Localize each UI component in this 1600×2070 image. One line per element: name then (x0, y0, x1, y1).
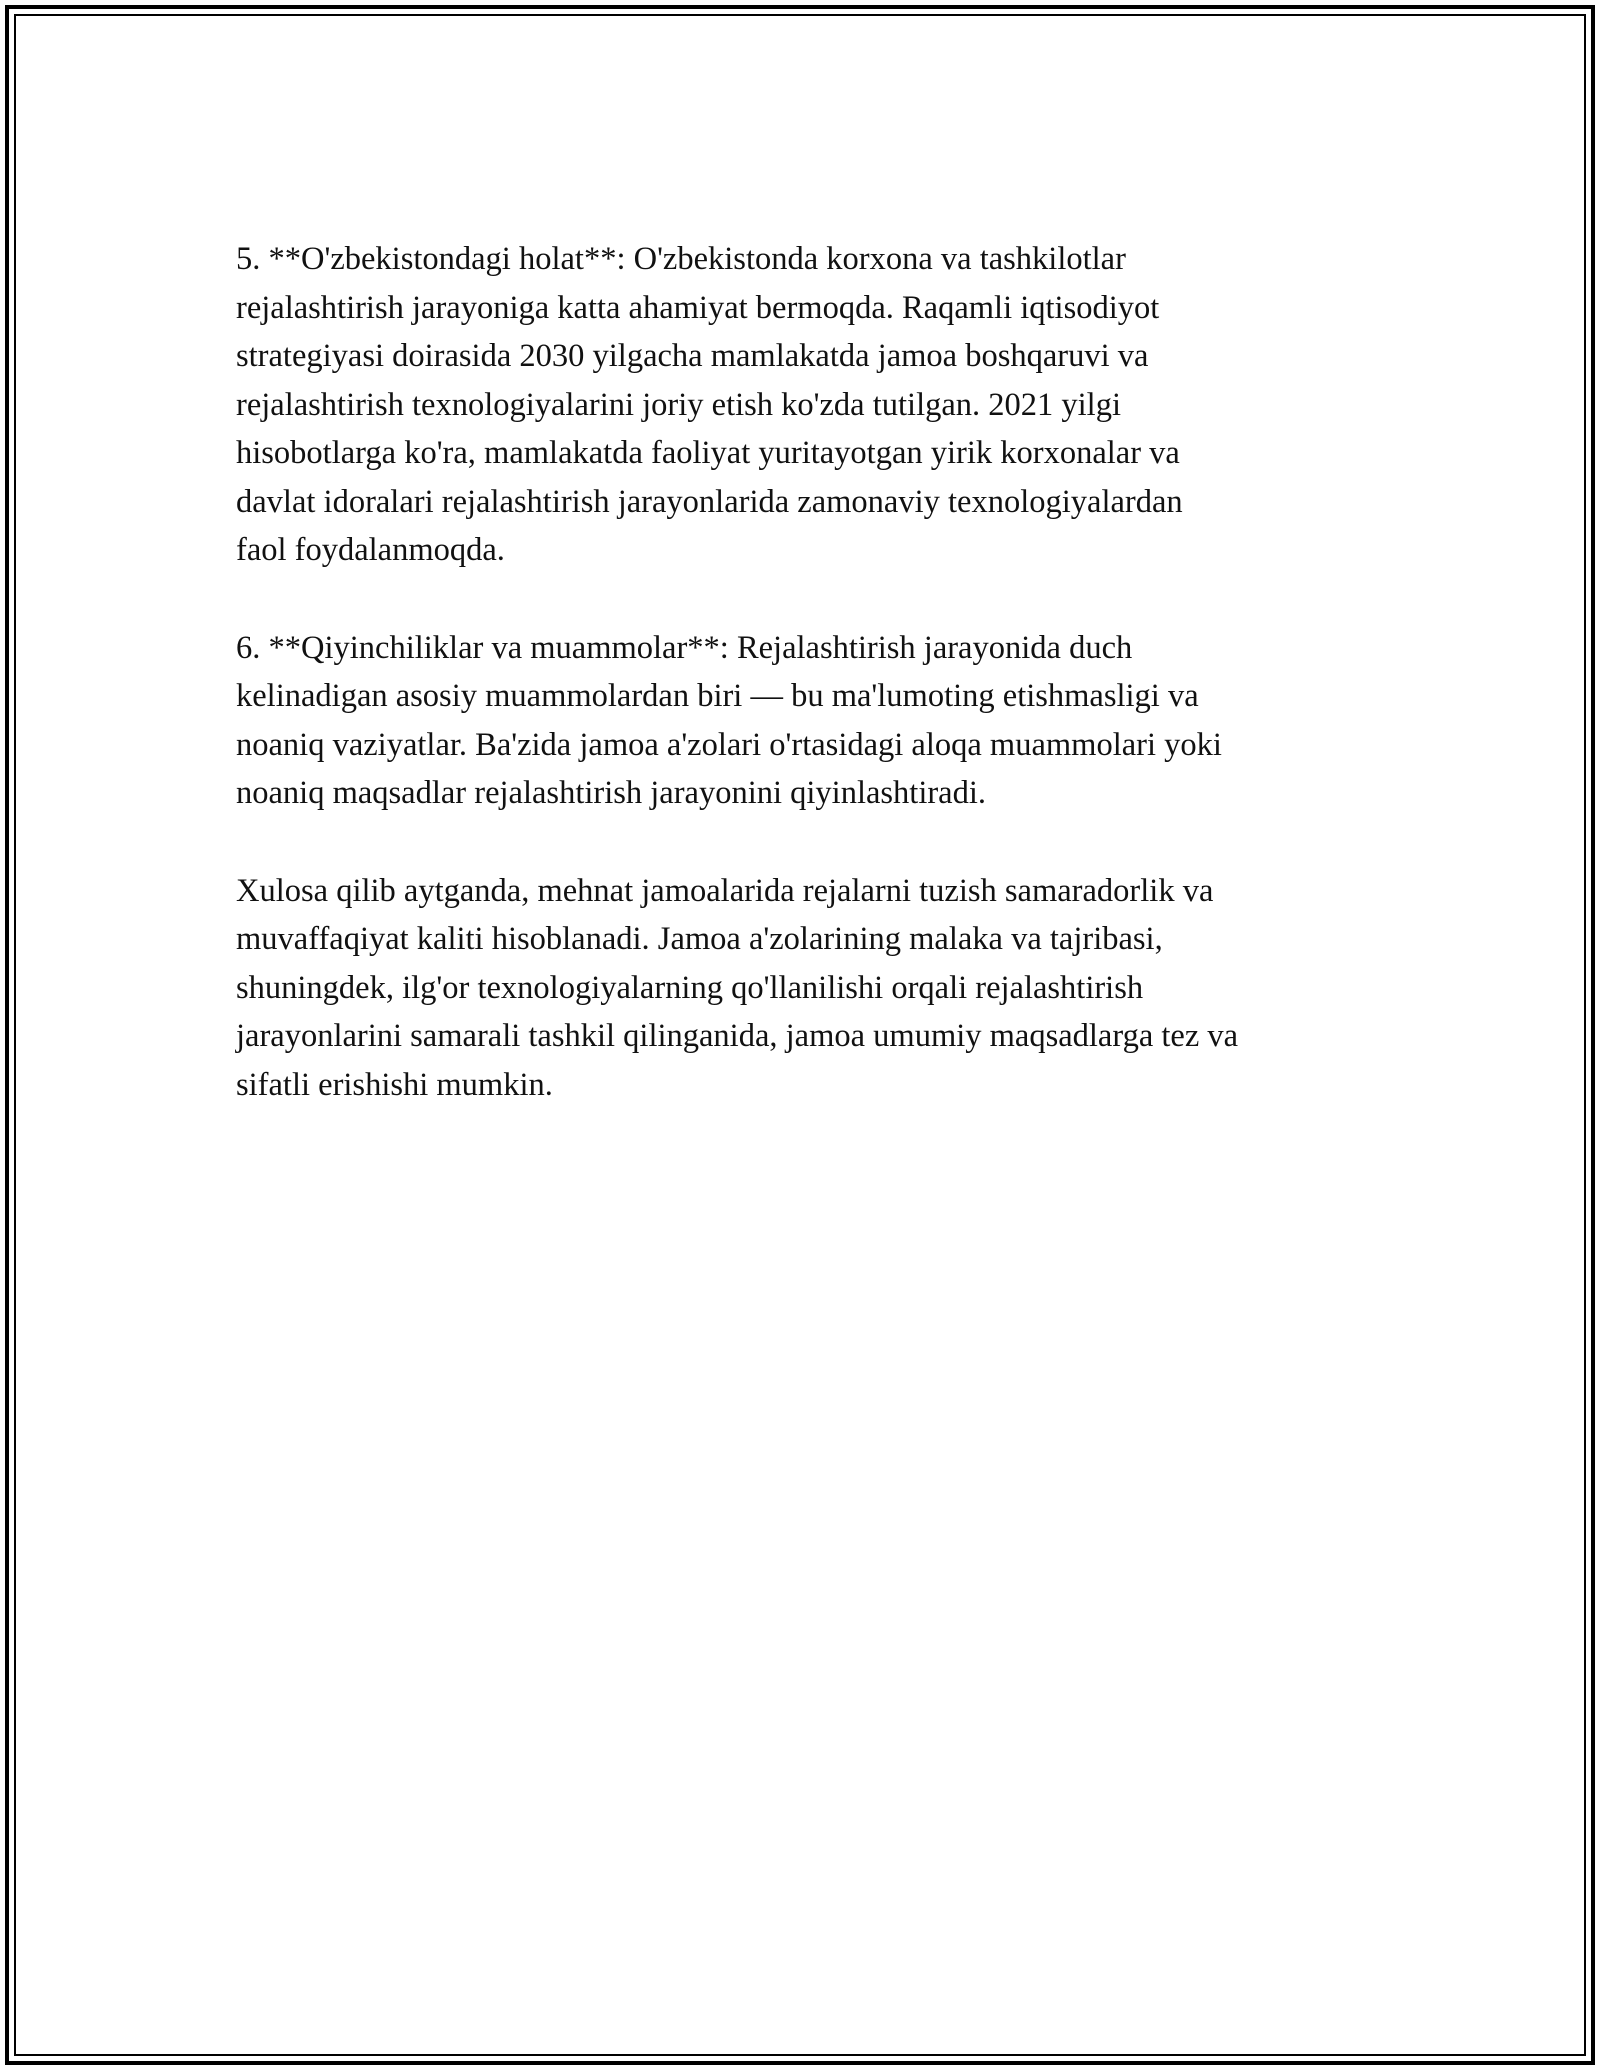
text-line: faol foydalanmoqda. (236, 532, 505, 568)
document-body (236, 235, 1396, 1158)
text-line: noaniq vaziyatlar. Ba'zida jamoa a'zolari o'rtasidagi aloqa muammolari yoki (236, 726, 1222, 763)
text-line: hisobotlarga ko'ra, mamlakatda faoliyat yuritayotgan yirik korxonalar va (236, 435, 1180, 471)
paragraph-challenges (236, 624, 1396, 818)
text-line: noaniq maqsadlar rejalashtirish jarayonini qiyinlashtiradi. (236, 775, 987, 811)
text-line: rejalashtirish texnologiyalarini joriy etish ko'zda tutilgan. 2021 yilgi (236, 386, 1121, 423)
text-line: shuningdek, ilg'or texnologiyalarning qo'llanilishi orqali rejalashtirish (236, 969, 1144, 1006)
text-line: muvaffaqiyat kaliti hisoblanadi. Jamoa a'zolarining malaka va tajribasi, (236, 921, 1163, 957)
paragraph-uzbekistan-status (236, 235, 1396, 575)
paragraph-conclusion (236, 867, 1396, 1110)
text-line: jarayonlarini samarali tashkil qilinganida, jamoa umumiy maqsadlarga tez va (236, 1018, 1239, 1054)
text-line: 5. **O'zbekistondagi holat**: O'zbekistonda korxona va tashkilotlar (236, 241, 1126, 277)
text-line: 6. **Qiyinchiliklar va muammolar**: Rejalashtirish jarayonida duch (236, 629, 1133, 666)
text-line: sifatli erishishi mumkin. (236, 1066, 553, 1103)
text-line: kelinadigan asosiy muammolardan biri — bu ma'lumoting etishmasligi va (236, 678, 1199, 714)
text-line: strategiyasi doirasida 2030 yilgacha mamlakatda jamoa boshqaruvi va (236, 338, 1149, 374)
text-line: rejalashtirish jarayoniga katta ahamiyat bermoqda. Raqamli iqtisodiyot (236, 289, 1160, 326)
text-line: davlat idoralari rejalashtirish jarayonlarida zamonaviy texnologiyalardan (236, 483, 1183, 520)
text-line: Xulosa qilib aytganda, mehnat jamoalarida rejalarni tuzish samaradorlik va (236, 872, 1214, 909)
